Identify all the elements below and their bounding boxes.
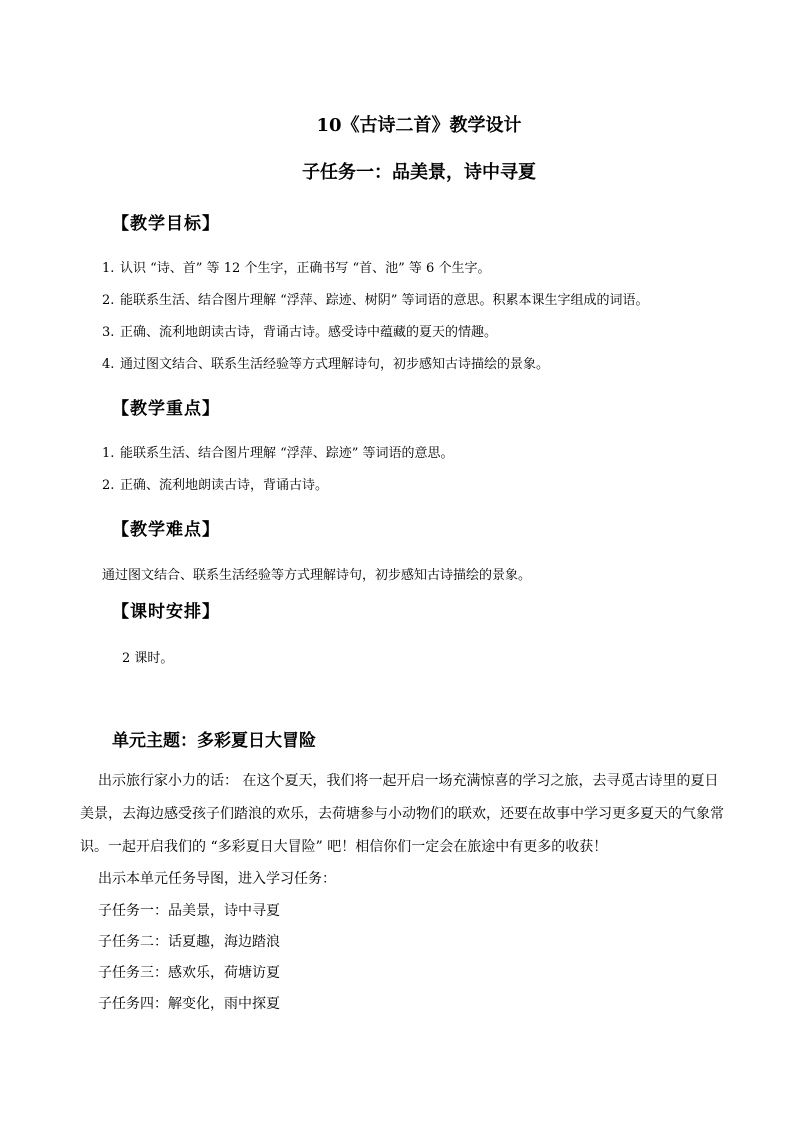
objective-item (102, 356, 549, 374)
unit-heading: 单元主题：多彩夏日大冒险 (112, 731, 316, 751)
subtask-item: 子任务一：品美景，诗中寻夏 (98, 903, 280, 919)
difficulties-text: 通过图文结合、联系生活经验等方式理解诗句，初步感知古诗描绘的景象。 (102, 568, 532, 583)
difficulties-heading: 【教学难点】 (112, 520, 220, 540)
schedule-heading: 【课时安排】 (112, 602, 220, 622)
objectives-heading: 【教学目标】 (112, 214, 220, 234)
objective-item (102, 292, 649, 310)
key-point-number: 1. (102, 446, 115, 461)
objective-number: 1. (102, 261, 115, 276)
task-map-intro: 出示本单元任务导图，进入学习任务： (98, 871, 336, 887)
key-points-heading: 【教学重点】 (112, 399, 220, 419)
key-point-item (102, 445, 454, 463)
objective-number: 4. (102, 357, 115, 372)
objective-text: 能联系生活、结合图片理解 “浮萍、踪迹、树阴” 等词语的意思。积累本课生字组成的词语。 (120, 293, 649, 308)
subtask-item: 子任务四：解变化，雨中探夏 (98, 996, 280, 1012)
document-subtitle: 子任务一：品美景，诗中寻夏 (302, 162, 536, 183)
objective-text: 认识 “诗、首” 等 12 个生字，正确书写 “首、池” 等 6 个生字。 (120, 261, 491, 276)
subtask-item: 子任务三：感欢乐，荷塘访夏 (98, 965, 280, 981)
objective-item (102, 260, 490, 278)
key-point-number: 2. (102, 478, 115, 493)
objective-text: 通过图文结合、联系生活经验等方式理解诗句，初步感知古诗描绘的景象。 (120, 357, 550, 372)
key-point-item (102, 477, 328, 495)
objective-number: 2. (102, 293, 115, 308)
key-point-text: 正确、流利地朗读古诗，背诵古诗。 (120, 478, 329, 493)
subtask-item: 子任务二：话夏趣，海边踏浪 (98, 934, 280, 950)
schedule-text: 2 课时。 (122, 651, 174, 666)
objective-number: 3. (102, 325, 115, 340)
document-title: 10《古诗二首》教学设计 (316, 115, 522, 136)
unit-intro-line: 美景，去海边感受孩子们踏浪的欢乐，去荷塘参与小动物们的联欢，还要在故事中学习更多夏天的气象常 (80, 806, 724, 822)
key-point-text: 能联系生活、结合图片理解 “浮萍、踪迹” 等词语的意思。 (120, 446, 454, 461)
unit-intro-line: 出示旅行家小力的话： 在这个夏天，我们将一起开启一场充满惊喜的学习之旅，去寻觅古诗里的夏日 (98, 773, 719, 789)
objective-item (102, 324, 497, 342)
unit-intro-line: 识。一起开启我们的 “多彩夏日大冒险” 吧！相信你们一定会在旅途中有更多的收获！ (80, 839, 608, 855)
objective-text: 正确、流利地朗读古诗，背诵古诗。感受诗中蕴藏的夏天的情趣。 (120, 325, 498, 340)
